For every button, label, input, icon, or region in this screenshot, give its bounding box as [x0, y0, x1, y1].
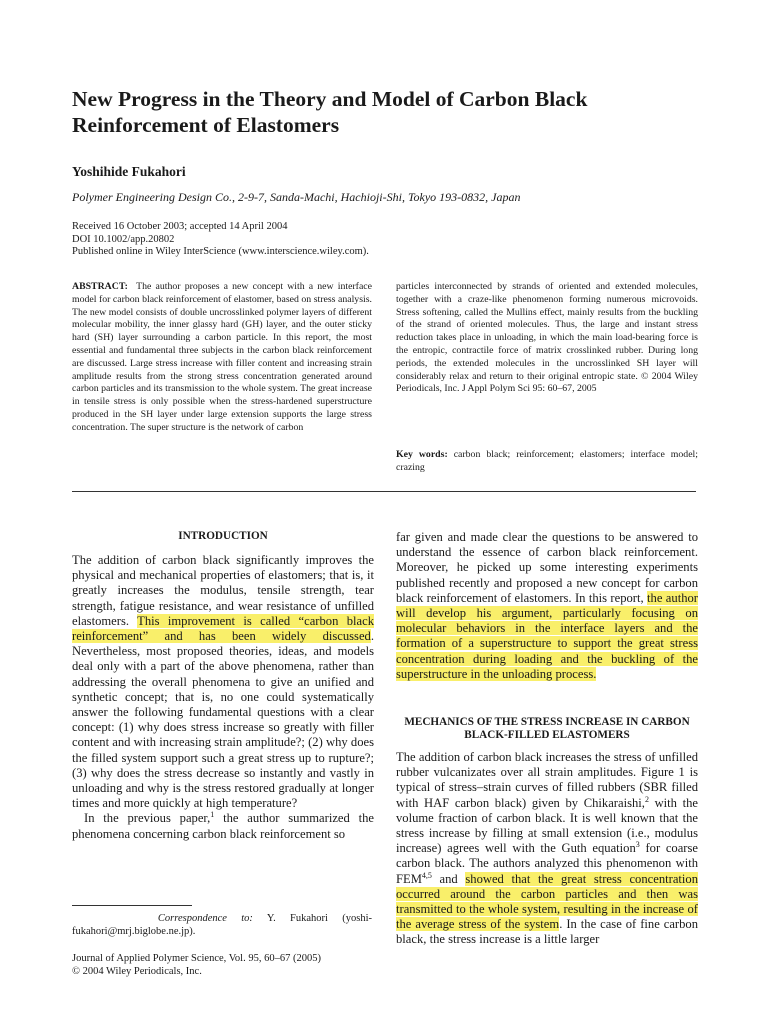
author-affiliation: Polymer Engineering Design Co., 2-9-7, Sanda-Machi, Hachioji-Shi, Tokyo 193-0832, Japan: [72, 190, 521, 204]
section-heading-introduction: INTRODUCTION: [178, 530, 268, 542]
citation-ref[interactable]: 1: [210, 810, 215, 820]
journal-citation: [72, 952, 372, 978]
citation-ref[interactable]: 3: [635, 840, 640, 850]
body-text: for coarse carbon black. The authors analyzed this phenomenon with FEM: [396, 841, 698, 886]
body-column-right: [396, 530, 698, 948]
highlighted-text: the author will develop his argument, particularly focusing on molecular behaviors in the interface layers and the formation of a superstructure to support the great stress concentration during loading and the buckling of the superstructure in the unloading process.: [396, 590, 698, 681]
doi: DOI 10.1002/app.20802: [72, 233, 175, 245]
intro-text: . Nevertheless, most proposed theories, ideas, and models deal only with a part of the above phenomena, rather than addressing the overall phenomena to give an unified and synthetic concept; that is, no one could systematically answer the following fundamental questions with a clear concept: (1) why does stress increase so greatly with filler content and with increasing strain amplitude?; (2) why does the filled system support such a great stress up to rupture?; (3) why does the stress decrease so instantly and vastly in unloading and why is the stress restored gradually at longer times and more quickly at high temperature?: [72, 629, 374, 811]
copyright-line: © 2004 Wiley Periodicals, Inc.: [72, 966, 202, 977]
citation-ref[interactable]: 2: [644, 794, 649, 804]
abstract-text-left: The author proposes a new concept with a new interface model for carbon black reinforcement of elastomer, based on stress analysis. The new model consists of double uncrosslinked polymer layers of different molecular mobility, the inner glassy hard (GH) layer, and the outer sticky hard (SH) layer surrounding a carbon particle. In this report, the most essential and fundamental three subjects in the carbon black reinforcement are discussed. Large stress increase with filler content and increasing strain amplitude results from the strong stress concentration generated around carbon particles and its transmission to the whole system. The great increase in tensile stress is only possible when the stress-hardened superstructure produced in the SH layer under large extension supports the large stress concentration. The super structure is the network of carbon: [72, 281, 372, 433]
intro-paragraph-1: [72, 553, 374, 811]
body-text: and: [431, 871, 466, 886]
intro-paragraph-2: [72, 811, 374, 841]
section-divider: [72, 491, 696, 492]
section-heading-mechanics: MECHANICS OF THE STRESS INCREASE IN CARBON BLACK-FILLED ELASTOMERS: [404, 716, 690, 742]
journal-line: Journal of Applied Polymer Science, Vol. 95, 60–67 (2005): [72, 953, 321, 964]
article-title: New Progress in the Theory and Model of Carbon Black Reinforcement of Elastomers: [72, 87, 588, 137]
published-online: Published online in Wiley InterScience (www.interscience.wiley.com).: [72, 246, 369, 257]
author-name: Yoshihide Fukahori: [72, 164, 186, 179]
abstract-label: ABSTRACT:: [72, 281, 128, 292]
body-text: The addition of carbon black increases the stress of unfilled rubber vulcanizates over all strain amplitudes. Figure 1 is typical of stress–strain curves of filled rubbers (SBR filled with HAF carbon black) given by Chikaraishi,: [396, 750, 698, 810]
footnote-text[interactable]: Y. Fukahori (yoshi-fukahori@mrj.biglobe.ne.jp).: [72, 913, 373, 937]
citation-ref[interactable]: 4,5: [421, 870, 432, 880]
body-column-left: [72, 530, 374, 842]
body-text: . In the case of fine carbon black, the stress increase is a little larger: [396, 917, 699, 947]
received-date: Received 16 October 2003; accepted 14 April 2004: [72, 221, 288, 232]
footnote-rule: [72, 905, 192, 906]
intro-text: The addition of carbon black significantly improves the physical and mechanical properties of elastomers; that is, it greatly increases the modulus, tensile strength, tear strength, fatigue resistance, and wear resistance of unfilled elastomers.: [72, 553, 374, 628]
abstract-left: [72, 281, 372, 435]
footnote-label: Correspondence to:: [157, 913, 253, 924]
highlighted-text: showed that the great stress concentration occurred around the carbon particles and then was transmitted to the whole system, resulting in the increase of the average stress of the system: [396, 871, 698, 932]
mechanics-paragraph-1: [396, 750, 698, 948]
intro-paragraph-3: [396, 530, 698, 682]
intro-text: In the previous paper,: [84, 811, 211, 826]
body-text: with the volume fraction of carbon black. It is well known that the stress increase by filling at small extension (i.e., modulus increase) agrees well with the Guth equation: [396, 795, 698, 856]
publication-info: [72, 221, 369, 259]
section-spacer: [396, 682, 698, 716]
intro-text: the author summarized the phenomena concerning carbon black reinforcement so: [72, 811, 374, 841]
keywords-label: Key words:: [396, 449, 448, 460]
highlighted-text: This improvement is called “carbon black reinforcement” and has been widely discussed: [72, 613, 374, 644]
keywords-text: carbon black; reinforcement; elastomers; interface model; crazing: [396, 449, 698, 473]
abstract-right: particles interconnected by strands of oriented and extended molecules, together with a craze-like phenomenon forming numerous microvoids. Stress softening, called the Mullins effect, mainly results from the buckling of the strand of oriented molecules. Thus, the large and instant stress reduction takes place in unloading, in which the main load-bearing force is the entropic, contractile force of matrix crosslinked rubber. During long periods, the extended molecules in the uncrosslinked SH layer will considerably relax and return to their original entropic state. © 2004 Wiley Periodicals, Inc. J Appl Polym Sci 95: 60–67, 2005: [396, 281, 698, 395]
correspondence-footnote: [72, 912, 372, 938]
keywords: [396, 449, 698, 475]
body-text: far given and made clear the questions to be answered to understand the essence of carbon black reinforcement. Moreover, he picked up some interesting experiments published recently and proposed a new concept for carbon black reinforcement of elastomers. In this report,: [396, 530, 698, 605]
